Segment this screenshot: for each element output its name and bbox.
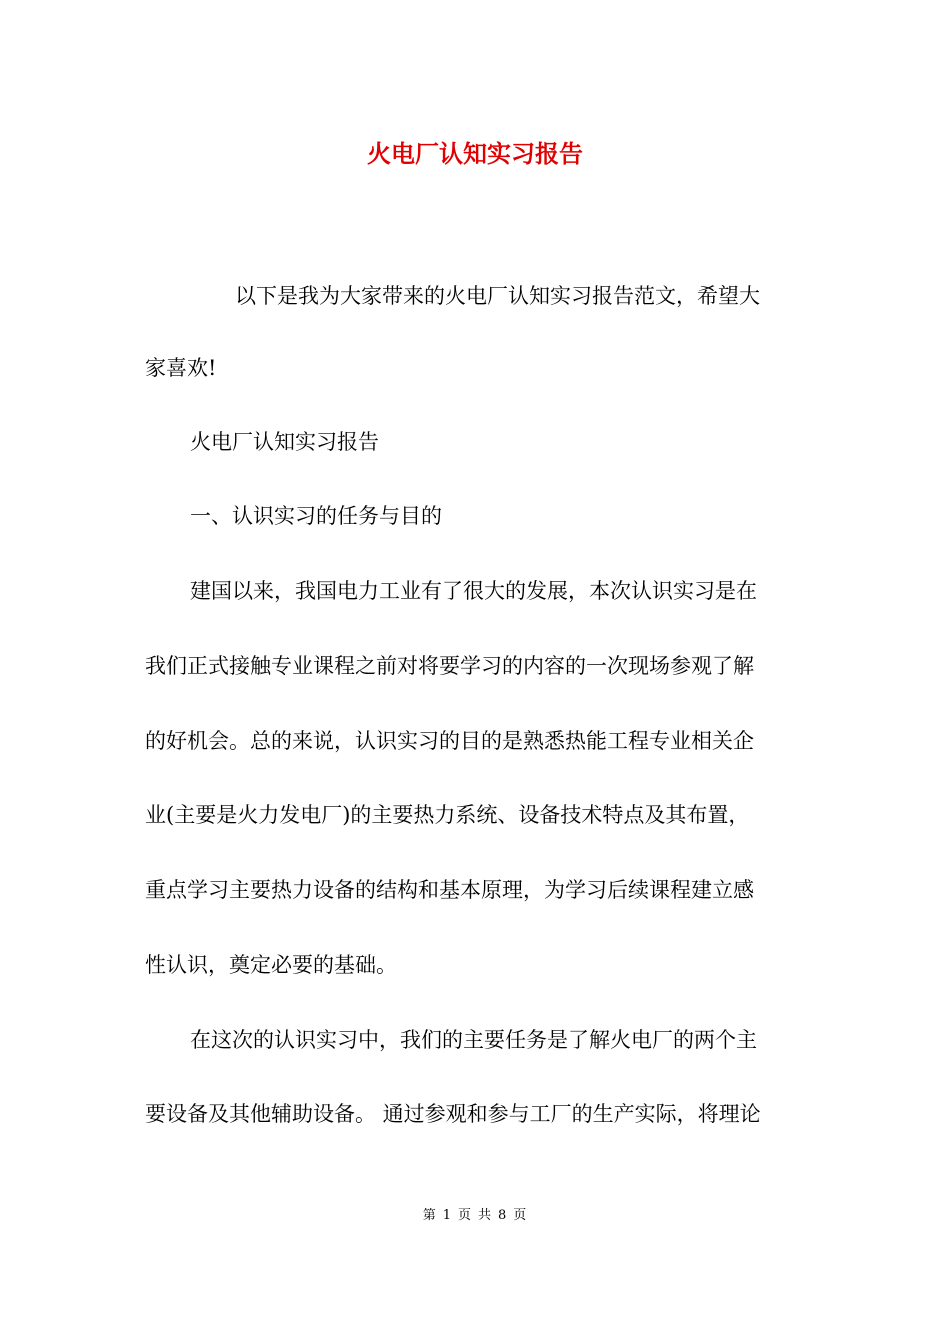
page-word: 页 bbox=[457, 1208, 472, 1223]
paragraph-line: 的好机会。总的来说，认识实习的目的是熟悉热能工程专业相关企 bbox=[145, 729, 754, 753]
total-prefix: 共 bbox=[478, 1208, 493, 1223]
paragraph-line: 建国以来，我国电力工业有了很大的发展，本次认识实习是在 bbox=[190, 579, 757, 603]
paragraph-line: 业(主要是火力发电厂)的主要热力系统、设备技术特点及其布置， bbox=[145, 803, 750, 827]
paragraph-line: 要设备及其他辅助设备。 通过参观和参与工厂的生产实际，将理论 bbox=[145, 1102, 761, 1126]
document-title: 火电厂认知实习报告 bbox=[367, 139, 583, 168]
paragraph-line: 我们正式接触专业课程之前对将要学习的内容的一次现场参观了解 bbox=[145, 654, 754, 678]
total-pages: 8 bbox=[498, 1208, 508, 1223]
section-heading: 一、认识实习的任务与目的 bbox=[190, 504, 442, 528]
page-footer bbox=[0, 1206, 950, 1226]
paragraph-line: 家喜欢! bbox=[145, 356, 217, 380]
page-number: 1 bbox=[442, 1208, 452, 1223]
section-heading: 火电厂认知实习报告 bbox=[190, 430, 379, 454]
paragraph-line: 重点学习主要热力设备的结构和基本原理，为学习后续课程建立感 bbox=[145, 878, 754, 902]
paragraph-line: 以下是我为大家带来的火电厂认知实习报告范文，希望大 bbox=[235, 284, 760, 308]
paragraph-line: 性认识，奠定必要的基础。 bbox=[145, 953, 397, 977]
total-word: 页 bbox=[513, 1208, 528, 1223]
paragraph-line: 在这次的认识实习中，我们的主要任务是了解火电厂的两个主 bbox=[190, 1028, 757, 1052]
page-prefix: 第 bbox=[422, 1208, 437, 1223]
